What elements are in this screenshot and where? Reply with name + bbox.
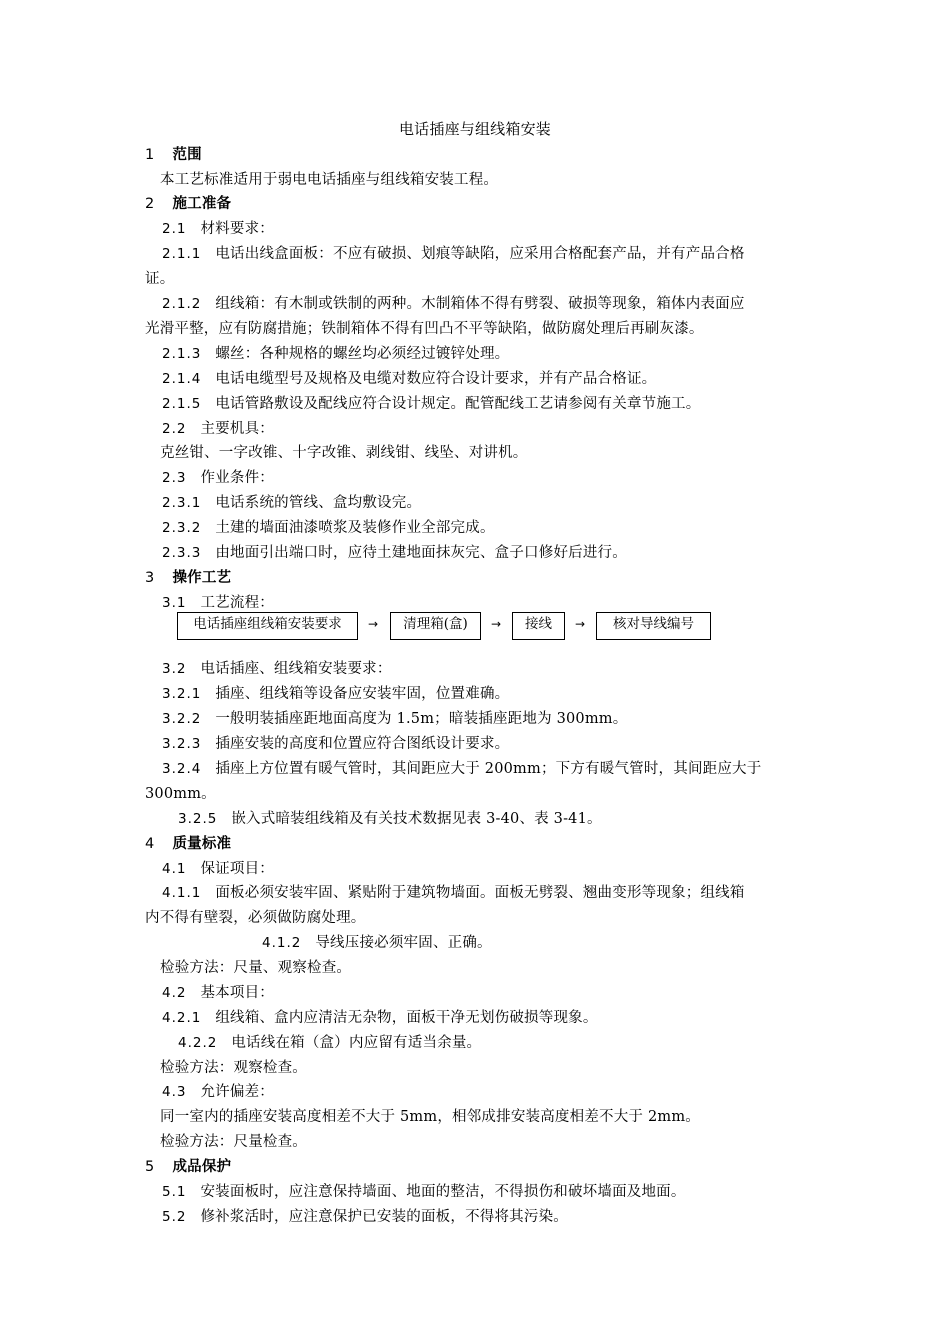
clause-number: 2.1.3: [162, 346, 202, 362]
clause-3-2-4: [162, 760, 761, 778]
clause-3-1: [162, 594, 274, 612]
clause-number: 4.1.1: [162, 885, 202, 901]
clause-text: 作业条件：: [200, 470, 274, 486]
clause-2-2: [162, 420, 274, 438]
flow-step-install-requirements: 电话插座组线箱安装要求: [177, 612, 358, 640]
clause-text: 电话管路敷设及配线应符合设计规定。配管配线工艺请参阅有关章节施工。: [215, 396, 701, 412]
clause-number: 2.1.4: [162, 371, 202, 387]
clause-text: 电话电缆型号及规格及电缆对数应符合设计要求，并有产品合格证。: [215, 371, 657, 387]
section-number: 2: [145, 196, 155, 212]
clause-2-1-2: [162, 295, 745, 313]
clause-2-1: [162, 220, 274, 238]
clause-3-2-3: [162, 735, 509, 753]
clause-text: 组线箱、盒内应清洁无杂物，面板干净无划伤破损等现象。: [215, 1010, 598, 1026]
clause-3-2-4-cont: 300mm。: [145, 786, 216, 802]
clause-number: 2.3.3: [162, 545, 202, 561]
clause-number: 2.3.1: [162, 495, 202, 511]
section-5-heading: [145, 1158, 231, 1176]
clause-text: 组线箱：有木制或铁制的两种。木制箱体不得有劈裂、破损等现象，箱体内表面应: [215, 296, 745, 312]
clause-2-1-2-cont: 光滑平整，应有防腐措施；铁制箱体不得有凹凸不平等缺陷，做防腐处理后再刷灰漆。: [145, 321, 704, 337]
tolerance-paragraph: 同一室内的插座安装高度相差不大于 5mm，相邻成排安装高度相差不大于 2mm。: [160, 1109, 700, 1125]
clause-text: 由地面引出端口时，应待土建地面抹灰完、盒子口修好后进行。: [215, 545, 627, 561]
section-3-heading: [145, 569, 231, 587]
inspection-method-2: 检验方法：观察检查。: [160, 1060, 307, 1076]
inspection-method-3: 检验方法：尺量检查。: [160, 1134, 307, 1150]
clause-text: 电话系统的管线、盒均敷设完。: [215, 495, 422, 511]
clause-text: 工艺流程：: [200, 595, 274, 611]
clause-number: 3.2.5: [178, 811, 218, 827]
section-number: 5: [145, 1159, 155, 1175]
clause-2-1-4: [162, 370, 656, 388]
clause-4-2: [162, 984, 274, 1002]
section-2-heading: [145, 195, 231, 213]
clause-text: 插座安装的高度和位置应符合图纸设计要求。: [215, 736, 510, 752]
clause-text: 材料要求：: [200, 221, 274, 237]
clause-number: 3.2.1: [162, 686, 202, 702]
clause-number: 2.2: [162, 421, 187, 437]
clause-4-1-1: [162, 884, 745, 902]
arrow-right-icon: →: [491, 617, 502, 631]
clause-2-1-1-cont: 证。: [145, 271, 175, 287]
clause-5-2: [162, 1208, 568, 1226]
section-title: 范围: [172, 147, 202, 163]
clause-3-2-1: [162, 685, 509, 703]
clause-text: 插座、组线箱等设备应安装牢固，位置难确。: [215, 686, 510, 702]
clause-number: 3.2.4: [162, 761, 202, 777]
clause-number: 4.1: [162, 861, 187, 877]
clause-4-3: [162, 1083, 274, 1101]
clause-3-2-2: [162, 710, 627, 728]
clause-text: 电话插座、组线箱安装要求：: [200, 661, 392, 677]
clause-number: 2.3: [162, 470, 187, 486]
clause-text: 插座上方位置有暖气管时，其间距应大于 200mm；下方有暖气管时，其间距应大于: [215, 761, 762, 777]
clause-number: 2.1.2: [162, 296, 202, 312]
clause-4-2-2: [178, 1034, 481, 1052]
section-4-heading: [145, 835, 231, 853]
arrow-right-icon: →: [368, 617, 379, 631]
clause-number: 2.1.1: [162, 246, 202, 262]
inspection-method-1: 检验方法：尺量、观察检查。: [160, 960, 352, 976]
clause-3-2-5: [178, 810, 602, 828]
clause-2-3-3: [162, 544, 627, 562]
section-title: 质量标准: [172, 836, 232, 852]
clause-5-1: [162, 1183, 686, 1201]
clause-number: 4.2.2: [178, 1035, 218, 1051]
clause-text: 保证项目：: [200, 861, 274, 877]
clause-number: 2.1.5: [162, 396, 202, 412]
clause-text: 嵌入式暗装组线箱及有关技术数据见表 3-40、表 3-41。: [231, 811, 602, 827]
clause-number: 3.2.3: [162, 736, 202, 752]
clause-2-3-1: [162, 494, 421, 512]
clause-text: 修补浆活时，应注意保护已安装的面板，不得将其污染。: [200, 1209, 568, 1225]
clause-number: 3.2: [162, 661, 187, 677]
clause-text: 电话出线盒面板：不应有破损、划痕等缺陷，应采用合格配套产品，并有产品合格: [215, 246, 745, 262]
clause-2-1-5: [162, 395, 700, 413]
flow-step-wiring: 接线: [512, 612, 565, 640]
clause-number: 4.2: [162, 985, 187, 1001]
clause-number: 4.3: [162, 1084, 187, 1100]
clause-number: 3.1: [162, 595, 187, 611]
document-title: 电话插座与组线箱安装: [398, 120, 551, 138]
clause-number: 3.2.2: [162, 711, 202, 727]
clause-number: 2.1: [162, 221, 187, 237]
clause-number: 5.2: [162, 1209, 187, 1225]
clause-2-3-2: [162, 519, 495, 537]
clause-text: 允许偏差：: [200, 1084, 274, 1100]
clause-4-1-1-cont: 内不得有壁裂，必须做防腐处理。: [145, 910, 366, 926]
clause-text: 面板必须安装牢固、紧贴附于建筑物墙面。面板无劈裂、翘曲变形等现象；组线箱: [215, 885, 745, 901]
section-title: 成品保护: [172, 1159, 232, 1175]
scope-paragraph: 本工艺标准适用于弱电电话插座与组线箱安装工程。: [160, 172, 499, 188]
section-number: 3: [145, 570, 155, 586]
clause-text: 一般明装插座距地面高度为 1.5m；暗装插座距地为 300mm。: [215, 711, 628, 727]
clause-2-1-3: [162, 345, 509, 363]
tools-list: 克丝钳、一字改锥、十字改锥、剥线钳、线坠、对讲机。: [160, 445, 528, 461]
clause-4-1-2: [262, 934, 492, 952]
section-title: 施工准备: [172, 196, 232, 212]
section-number: 1: [145, 147, 155, 163]
flow-step-clean-box: 清理箱(盒): [390, 612, 481, 640]
clause-2-3: [162, 469, 274, 487]
clause-number: 4.1.2: [262, 935, 302, 951]
clause-text: 安装面板时，应注意保持墙面、地面的整洁，不得损伤和破坏墙面及地面。: [200, 1184, 686, 1200]
clause-4-2-1: [162, 1009, 598, 1027]
clause-text: 电话线在箱（盒）内应留有适当余量。: [231, 1035, 482, 1051]
clause-text: 主要机具：: [200, 421, 274, 437]
clause-2-1-1: [162, 245, 745, 263]
clause-text: 螺丝：各种规格的螺丝均必须经过镀锌处理。: [215, 346, 510, 362]
section-number: 4: [145, 836, 155, 852]
clause-text: 基本项目：: [200, 985, 274, 1001]
flow-step-verify-wire-numbers: 核对导线编号: [596, 612, 711, 640]
clause-number: 5.1: [162, 1184, 187, 1200]
section-1-heading: [145, 146, 202, 164]
clause-3-2: [162, 660, 392, 678]
clause-number: 4.2.1: [162, 1010, 202, 1026]
clause-number: 2.3.2: [162, 520, 202, 536]
arrow-right-icon: →: [575, 617, 586, 631]
clause-text: 土建的墙面油漆喷浆及装修作业全部完成。: [215, 520, 495, 536]
section-title: 操作工艺: [172, 570, 232, 586]
clause-4-1: [162, 860, 274, 878]
clause-text: 导线压接必须牢固、正确。: [315, 935, 492, 951]
